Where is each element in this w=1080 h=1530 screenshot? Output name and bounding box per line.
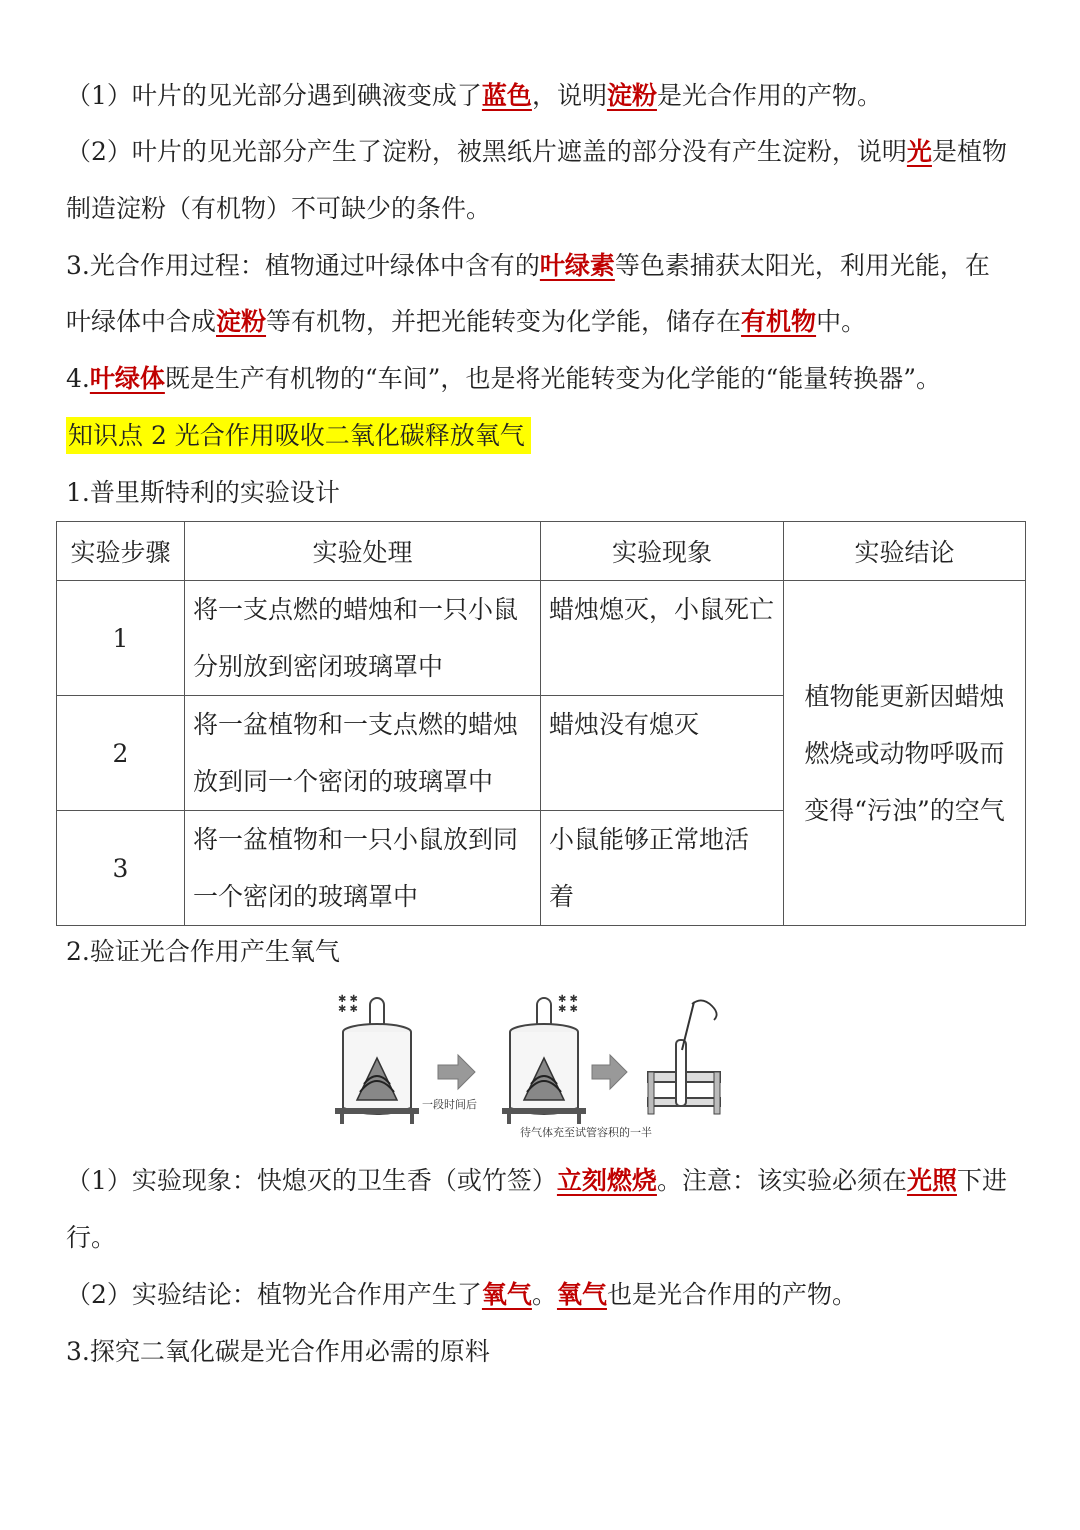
- svg-text:✱ ✱: ✱ ✱: [338, 1004, 358, 1015]
- text: 也是光合作用的产物。: [606, 1280, 857, 1309]
- line-experiment-phenomenon-cont: 行。: [66, 1223, 117, 1252]
- text: （1）叶片的见光部分遇到碘液变成了: [66, 81, 482, 110]
- phenomenon-cell: [541, 811, 784, 926]
- process-line: 放到同一个密闭的玻璃罩中: [193, 767, 494, 796]
- text: 。: [531, 1280, 557, 1309]
- process-line: 将一支点燃的蜡烛和一只小鼠: [193, 595, 519, 624]
- conclusion-cell: [784, 581, 1026, 926]
- process-cell: [185, 581, 541, 696]
- text: 叶绿体中合成: [66, 307, 217, 336]
- phenomenon-cell: [541, 696, 784, 811]
- answer-light: 光: [906, 137, 932, 166]
- figure-caption-1: 一段时间后: [422, 1098, 477, 1111]
- header-conclusion: 实验结论: [784, 522, 1026, 581]
- text: 。注意：该实验必须在: [656, 1166, 907, 1195]
- text: （2）实验结论：植物光合作用产生了: [66, 1280, 482, 1309]
- header-phenomenon: 实验现象: [541, 522, 784, 581]
- conclusion-line: 植物能更新因蜡烛: [804, 681, 1005, 711]
- phenomenon-line: 着: [549, 882, 575, 911]
- text: 等有机物，并把光能转变为化学能，储存在: [266, 307, 742, 336]
- answer-chloroplast: 叶绿体: [89, 364, 165, 393]
- process-cell: [185, 811, 541, 926]
- section-heading: [66, 418, 531, 454]
- text: 既是生产有机物的“车间”，也是将光能转变为化学能的“能量转换器”。: [164, 364, 942, 393]
- answer-organic-matter: 有机物: [741, 307, 817, 336]
- text: 4.: [66, 364, 90, 393]
- phenomenon-cell: [541, 581, 784, 696]
- text: （2）叶片的见光部分产生了淀粉，被黑纸片遮盖的部分没有产生淀粉，说明: [66, 137, 907, 166]
- beaker-icon: [335, 994, 419, 1124]
- line-light-condition-cont: [66, 191, 491, 227]
- text: 中。: [816, 307, 867, 336]
- answer-starch: 淀粉: [606, 81, 657, 110]
- answer-oxygen-2: 氧气: [556, 1280, 607, 1309]
- text: 下进: [956, 1166, 1007, 1195]
- process-line: 将一盆植物和一只小鼠放到同: [193, 825, 519, 854]
- text: 3.光合作用过程：植物通过叶绿体中含有的: [66, 251, 540, 280]
- line-iodine-result: [66, 78, 882, 114]
- priestley-experiment-table: [56, 521, 1026, 926]
- beaker-icon: [502, 994, 586, 1124]
- answer-illumination: 光照: [906, 1166, 957, 1195]
- heading-highlight: 知识点 2 光合作用吸收二氧化碳释放氧气: [66, 417, 531, 454]
- conclusion-line: 燃烧或动物呼吸而: [804, 738, 1005, 768]
- line-experiment-conclusion: [66, 1277, 857, 1313]
- arrow-right-icon: [438, 1055, 475, 1089]
- oxygen-experiment-figure: [330, 990, 750, 1140]
- text: 是光合作用的产物。: [656, 81, 882, 110]
- subheading-priestley: 1.普里斯特利的实验设计: [66, 478, 340, 507]
- figure-caption-2: 待气体充至试管容积的一半: [520, 1126, 652, 1139]
- svg-text:✱ ✱: ✱ ✱: [338, 994, 358, 1005]
- line-experiment-phenomenon: [66, 1163, 1007, 1199]
- test-tube-rack-icon: [648, 1000, 720, 1114]
- arrow-right-icon: [592, 1055, 627, 1089]
- svg-text:✱ ✱: ✱ ✱: [558, 1004, 578, 1015]
- text: ，说明: [531, 81, 607, 110]
- header-step: 实验步骤: [57, 522, 185, 581]
- subheading-oxygen: 2.验证光合作用产生氧气: [66, 937, 340, 966]
- answer-oxygen: 氧气: [481, 1280, 532, 1309]
- conclusion-line: 变得“污浊”的空气: [804, 795, 1005, 825]
- table-row: [57, 581, 1026, 696]
- header-process: 实验处理: [185, 522, 541, 581]
- line-chloroplast: [66, 361, 941, 397]
- process-line: 一个密闭的玻璃罩中: [193, 882, 419, 911]
- text: 等色素捕获太阳光，利用光能，在: [614, 251, 990, 280]
- process-line: 将一盆植物和一支点燃的蜡烛: [193, 710, 519, 739]
- phenomenon-line: 蜡烛熄灭，小鼠死亡: [549, 595, 775, 624]
- line-photosynthesis-process-cont: [66, 304, 866, 340]
- process-cell: [185, 696, 541, 811]
- step-number: 2: [57, 696, 185, 811]
- line-photosynthesis-process: [66, 248, 990, 284]
- answer-starch-2: 淀粉: [216, 307, 267, 336]
- answer-blue: 蓝色: [481, 81, 532, 110]
- svg-text:✱ ✱: ✱ ✱: [558, 994, 578, 1005]
- table-header-row: [57, 522, 1026, 581]
- step-number: 3: [57, 811, 185, 926]
- answer-chlorophyll: 叶绿素: [539, 251, 615, 280]
- answer-burn-immediately: 立刻燃烧: [556, 1166, 657, 1195]
- text: 制造淀粉（有机物）不可缺少的条件。: [66, 194, 492, 223]
- line-light-condition: [66, 134, 1007, 170]
- phenomenon-line: 小鼠能够正常地活: [549, 825, 750, 854]
- subheading-co2: 3.探究二氧化碳是光合作用必需的原料: [66, 1337, 490, 1366]
- process-line: 分别放到密闭玻璃罩中: [193, 652, 444, 681]
- text: （1）实验现象：快熄灭的卫生香（或竹签）: [66, 1166, 557, 1195]
- phenomenon-line: 蜡烛没有熄灭: [549, 710, 700, 739]
- text: 是植物: [931, 137, 1007, 166]
- step-number: 1: [57, 581, 185, 696]
